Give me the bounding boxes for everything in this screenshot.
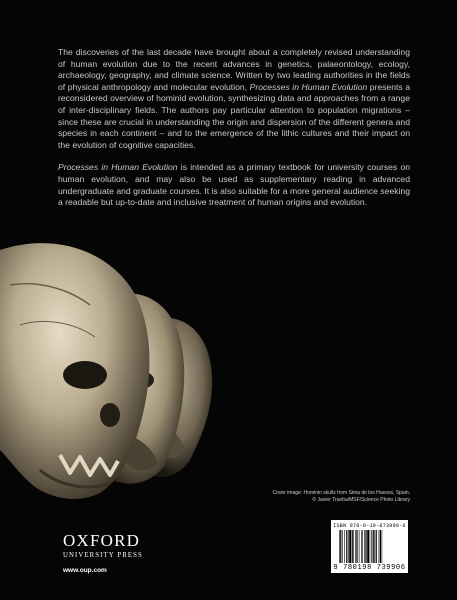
publisher-subtitle: UNIVERSITY PRESS bbox=[63, 552, 143, 559]
blurb-paragraph-1 bbox=[58, 47, 410, 151]
blurb-p1-text-a: The discoveries of the last decade have brought about a completely revised understanding of human evolution due to the recent advances in genetics, palaeontology, ecology, archaeology, geography, and climate science. Written by two leading authorities in the fields of physical anthropology and molecular evolution, bbox=[58, 47, 410, 92]
publisher-name: OXFORD bbox=[63, 531, 141, 550]
blurb-paragraph-2 bbox=[58, 162, 410, 208]
blurb-p2-book-title: Processes in Human Evolution bbox=[58, 162, 178, 173]
blurb-p1-text-b: presents a reconsidered overview of hominid evolution, synthesizing data and approaches from a range of inter-disciplinary fields. The authors pay particular attention to population migrations – since these are crucial in understanding the origin and dispersion of the different genera and species in each continent – and to the emergence of the lithic cultures and their impact on the evolution of cognitive capacities. bbox=[58, 81, 410, 150]
cover-image-credit bbox=[210, 490, 410, 504]
isbn-label: ISBN 978-0-19-873990-6 bbox=[333, 523, 406, 529]
blurb-text bbox=[58, 47, 410, 220]
barcode-digits: 9 780198 739906 bbox=[333, 564, 406, 572]
isbn-barcode bbox=[331, 520, 408, 573]
credit-line-2: © Javier Trueba/MSF/Science Photo Library bbox=[312, 497, 410, 503]
hominin-skulls-image bbox=[0, 225, 300, 525]
blurb-p2-text: is intended as a primary textbook for university courses on human evolution, and may also be used as supplementary reading in advanced undergraduate and graduate courses. It is also suitable for a more general audience seeking a readable but up-to-date and inclusive treatment of human origins and evolution. bbox=[58, 162, 410, 208]
barcode-bars bbox=[339, 530, 400, 563]
publisher-url[interactable]: www.oup.com bbox=[63, 567, 107, 574]
publisher-logo bbox=[63, 532, 143, 559]
credit-line-1: Cover image: Hominin skulls from Sima de los Huesos, Spain. bbox=[272, 490, 410, 496]
blurb-p1-book-title: Processes in Human Evolution bbox=[249, 81, 368, 92]
